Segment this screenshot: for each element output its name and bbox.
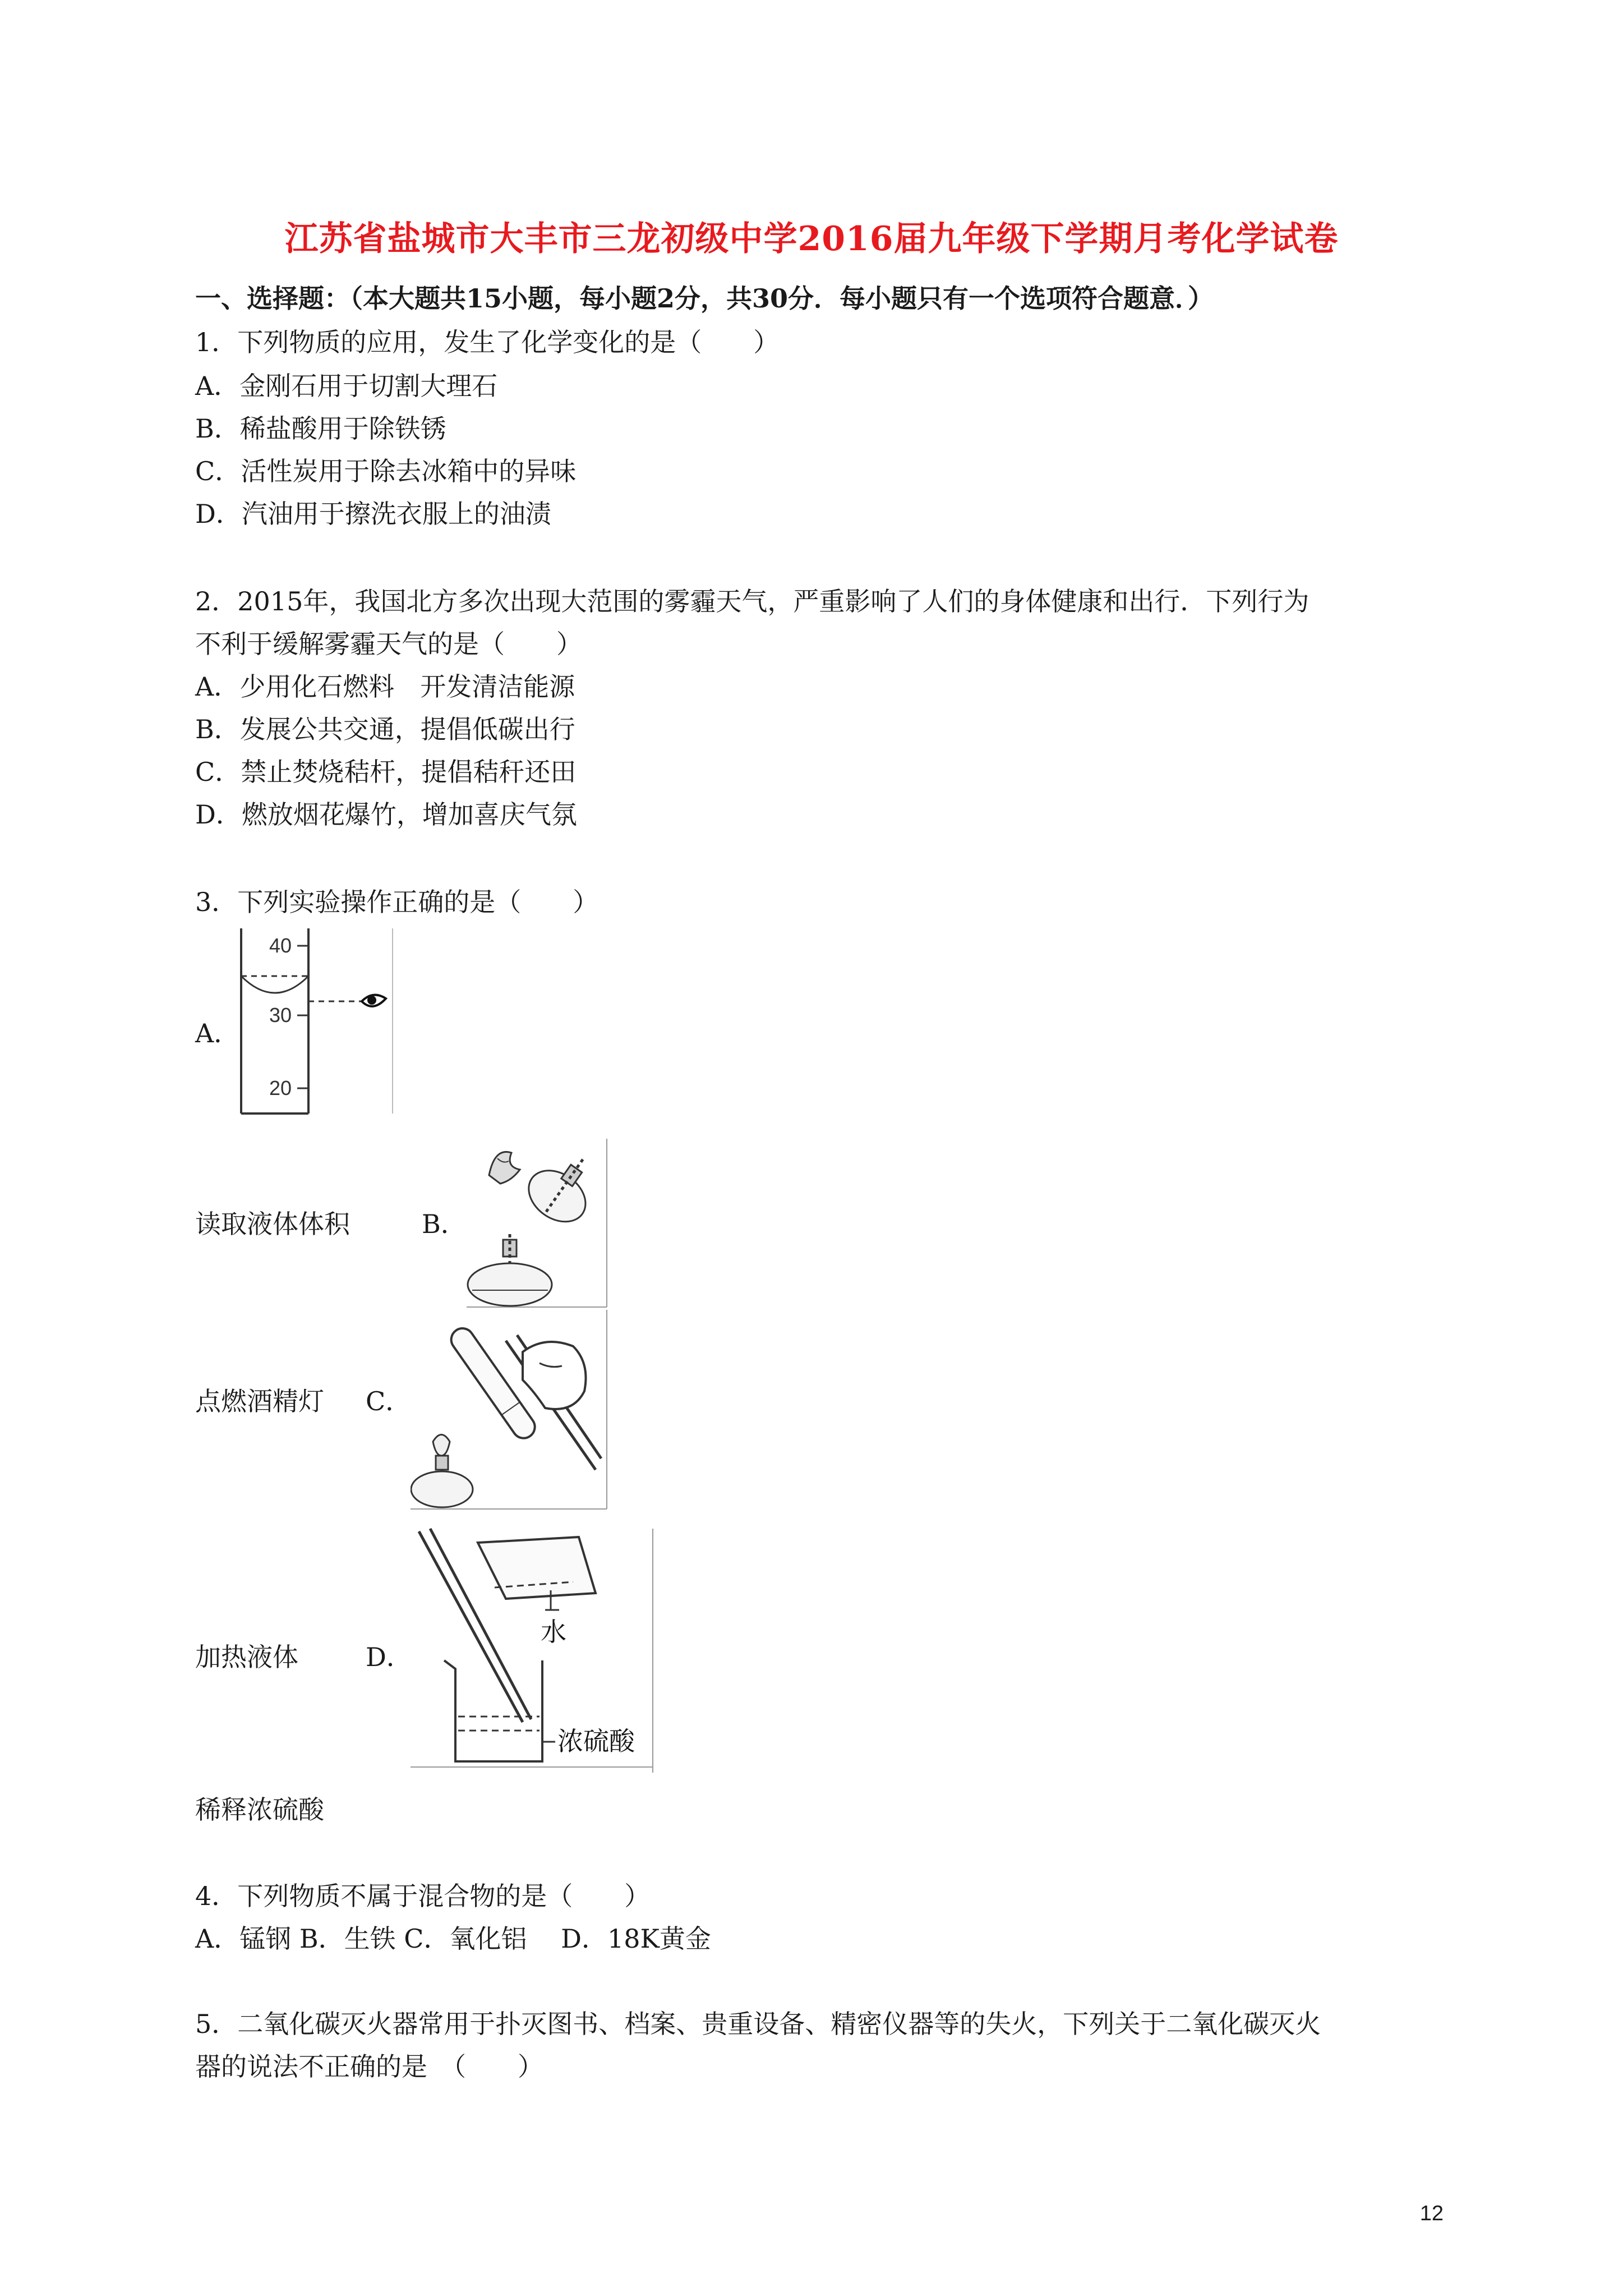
section-heading: 一、选择题：（本大题共15小题，每小题2分，共30分．每小题只有一个选项符合题意．） [195, 283, 1214, 314]
q3-option-a-caption: 读取液体体积 [195, 1209, 350, 1239]
q5-stem-line2: 器的说法不正确的是 （ ） [195, 2051, 543, 2082]
q3-option-b-label: B． [422, 1209, 467, 1239]
q3-option-d-label: D． [366, 1642, 412, 1672]
cylinder-tick-40: 40 [269, 934, 292, 957]
q3-option-d-caption: 稀释浓硫酸 [195, 1795, 324, 1825]
q3-option-c-label: C． [366, 1386, 412, 1416]
pouring-beaker [478, 1537, 596, 1610]
q1-stem: 1．下列物质的应用，发生了化学变化的是（ ） [195, 327, 780, 357]
alcohol-lamp [411, 1435, 473, 1508]
q1-option-c: C．活性炭用于除去冰箱中的异味 [195, 456, 577, 486]
q3-option-a-label: A． [195, 1018, 240, 1048]
q3-stem: 3．下列实验操作正确的是（ ） [195, 887, 599, 917]
alcohol-lamp-lighting-figure [467, 1136, 612, 1313]
q4-options: A．锰钢 B．生铁 C．氧化铝 D．18K黄金 [195, 1924, 711, 1954]
page-number: 12 [1419, 2202, 1444, 2225]
q2-stem-line1: 2．2015年，我国北方多次出现大范围的雾霾天气，严重影响了人们的身体健康和出行．下列行为 [195, 586, 1310, 616]
cylinder-tick-20: 20 [269, 1076, 292, 1099]
q3-option-c-caption: 加热液体 [195, 1642, 298, 1672]
exam-title: 江苏省盐城市大丰市三龙初级中学2016届九年级下学期月考化学试卷 [284, 219, 1339, 259]
water-label: 水 [541, 1617, 566, 1647]
q1-option-b: B．稀盐酸用于除铁锈 [195, 413, 446, 444]
concentrated-sulfuric-acid-label: 浓硫酸 [557, 1726, 635, 1756]
q2-option-b: B．发展公共交通，提倡低碳出行 [195, 714, 575, 744]
flame-icon [489, 1152, 520, 1184]
q2-option-a: A．少用化石燃料 开发清洁能源 [195, 671, 575, 702]
graduated-cylinder-figure [236, 926, 398, 1116]
hand-icon [523, 1342, 586, 1409]
q1-option-d: D．汽油用于擦洗衣服上的油渍 [195, 499, 551, 529]
dilute-sulfuric-acid-figure [411, 1526, 657, 1778]
q2-option-c: C．禁止焚烧秸杆，提倡秸秆还田 [195, 757, 577, 787]
heating-liquid-figure [411, 1307, 612, 1515]
q5-stem-line1: 5．二氧化碳灭火器常用于扑灭图书、档案、贵重设备、精密仪器等的失火，下列关于二氧化碳灭火 [195, 2009, 1321, 2039]
tilted-alcohol-lamp [519, 1142, 608, 1232]
q2-option-d: D．燃放烟花爆竹，增加喜庆气氛 [195, 799, 577, 830]
q4-stem: 4．下列物质不属于混合物的是（ ） [195, 1881, 651, 1911]
eye-icon [362, 995, 386, 1006]
q1-option-a: A．金刚石用于切割大理石 [195, 371, 498, 401]
cylinder-tick-30: 30 [269, 1004, 292, 1027]
q3-option-b-caption: 点燃酒精灯 [195, 1386, 324, 1416]
upright-alcohol-lamp [468, 1234, 552, 1306]
q2-stem-line2: 不利于缓解雾霾天气的是（ ） [195, 629, 582, 659]
